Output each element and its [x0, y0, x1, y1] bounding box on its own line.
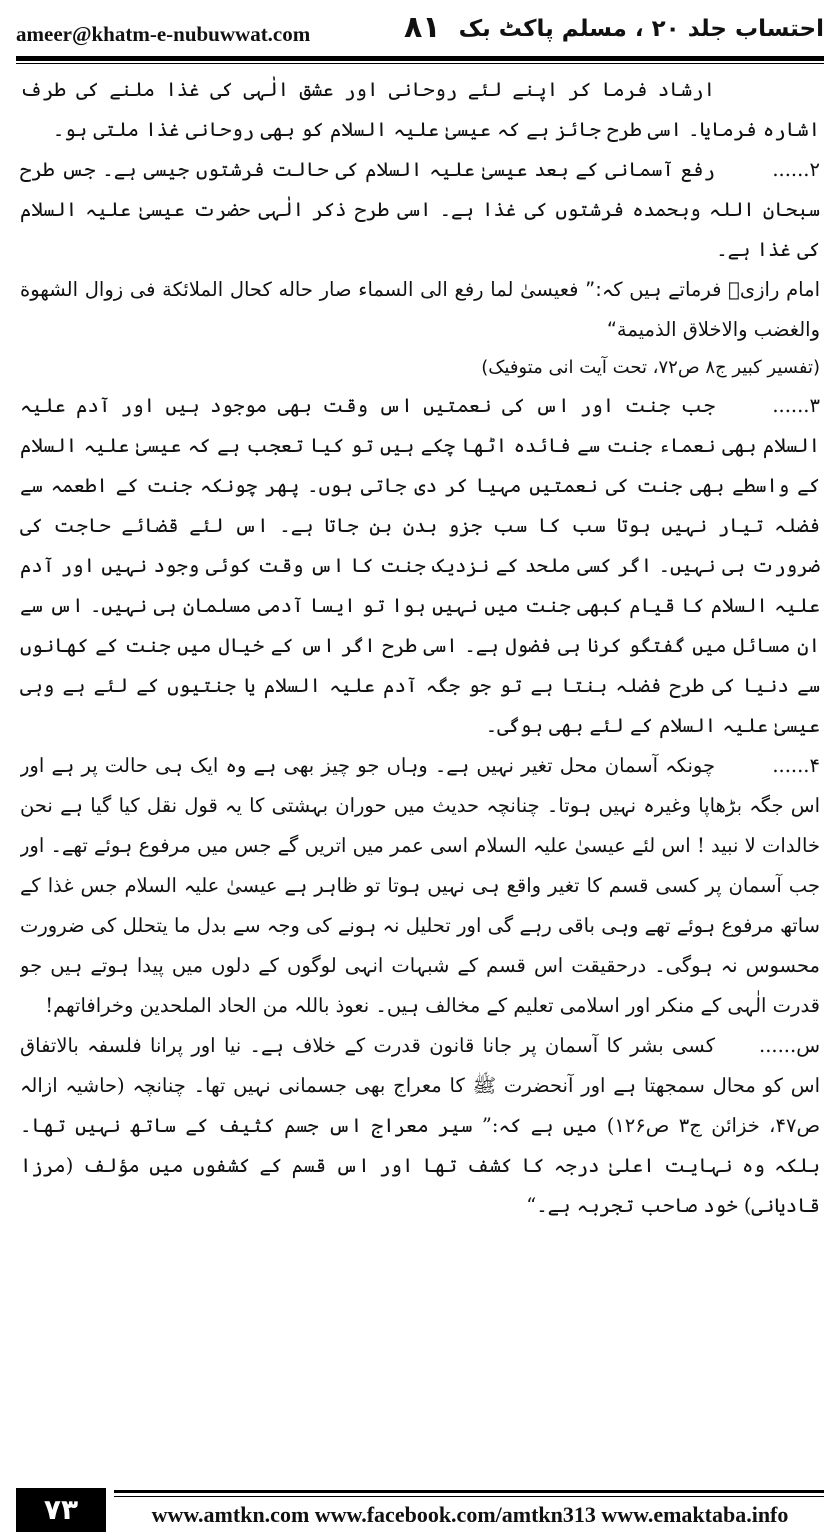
quote-text: امام رازیؒ فرماتے ہیں کہ:” فعیسیٰ لما رفع الی السماء صار حاله کحال الملائکة فی زوال الشهوة والغضب والاخلاق الذمیمة“ [20, 278, 820, 341]
paragraph-text: جب جنت اور اس کی نعمتیں اس وقت بھی موجود ہیں اور آدم علیہ السلام بھی نعماء جنت سے فائدہ اٹھا چکے ہیں تو کیا تعجب ہے کہ عیسیٰ علیہ السلام کے واسطے بھی جنت کی نعمتیں مہیا کر دی جاتی ہوں۔ پھر چونکہ جنت کے اطعمہ سے فضلہ تیار نہیں ہوتا سب کا سب جزو بدن بن جاتا ہے۔ اس لئے قضائے حاجت کی ضرورت ہی نہیں۔ اگر کسی ملحد کے نزدیک جنت کا اس وقت کوئی وجود نہیں اور آدم علیہ السلام کا قیام کبھی جنت میں نہیں ہوا تو ایسا آدمی مسلمان ہی نہیں۔ اس سے ان مسائل میں گفتگو کرنا ہی فضول ہے۔ اسی طرح اگر اس کے خیال میں جنت کے کھانوں سے دنیا کی طرح فضلہ بنتا ہے تو جو جگہ آدم علیہ السلام یا جنتیوں کے لئے ہے وہی عیسیٰ علیہ السلام کے لئے بھی ہوگی۔ [20, 394, 820, 737]
sequence-number: ۷۳ [16, 1488, 106, 1532]
paragraph-text: ارشاد فرما کر اپنے لئے روحانی اور عشق الٰہی کی غذا ملنے کی طرف اشارہ فرمایا۔ اسی طرح جائز ہے کہ عیسیٰ علیہ السلام کو بھی روحانی غذا ملتی ہو۔ [20, 78, 820, 141]
reference-citation: (تفسیر کبیر ج۸ ص۷۲، تحت آیت انی متوفیک) [481, 357, 820, 378]
page-header [16, 8, 824, 52]
header-email: ameer@khatm-e-nubuwwat.com [16, 22, 311, 46]
paragraph [20, 150, 820, 270]
footer-rule [114, 1490, 824, 1493]
page-footer [16, 1488, 824, 1532]
book-title: احتساب جلد ۲۰ ، مسلم پاکٹ بک [458, 16, 824, 42]
paragraph [20, 270, 820, 350]
paragraph [20, 746, 820, 1026]
paragraph-text: کسی بشر کا آسمان پر جانا قانون قدرت کے خلاف ہے۔ نیا اور پرانا فلسفہ بالاتفاق اس کو محال سمجھتا ہے اور آنحضرت ﷺ کا معراج بھی جسمانی نہیں تھا۔ چنانچہ (حاشیہ ازالہ ص۴۷، خزائن ج۳ ص۱۲۶) میں ہے کہ:” سیر معراج اس جسم کثیف کے ساتھ نہیں تھا۔ بلکہ وہ نہایت اعلیٰ درجہ کا کشف تھا اور اس قسم کے کشفوں میں مؤلف (مرزا قادیانی) خود صاحب تجربہ ہے۔“ [20, 1034, 820, 1217]
footer-rule-thin [114, 1496, 824, 1497]
paragraph-number: ۳...... [772, 394, 820, 417]
header-rule [16, 56, 824, 61]
page-body [20, 70, 820, 1460]
paragraph-number: ۲...... [772, 158, 820, 181]
paragraph [20, 1026, 820, 1226]
paragraph-number: س...... [759, 1034, 820, 1057]
paragraph [20, 386, 820, 746]
footer-links: www.amtkn.com www.facebook.com/amtkn313 www.emaktaba.info [151, 1502, 789, 1527]
paragraph-number: ۴...... [772, 754, 820, 777]
paragraph-text: چونکہ آسمان محل تغیر نہیں ہے۔ وہاں جو چیز بھی ہے وہ ایک ہی حالت پر ہے اور اس جگہ بڑھاپا وغیرہ نہیں ہوتا۔ چنانچہ حدیث میں حوران بہشتی کا یہ قول نقل کیا گیا ہے نحن خالدات لا نبید ! اس لئے عیسیٰ علیہ السلام اسی عمر میں اتریں گے جس میں مرفوع ہوئے تھے۔ اور جب آسمان پر کسی قسم کا تغیر واقع ہی نہیں ہوتا تو ظاہر ہے عیسیٰ علیہ السلام جس غذا کے ساتھ مرفوع ہوئے تھے وہی باقی رہے گی اور تحلیل نہ ہونے کی وجہ سے بدل ما یتحلل کی ضرورت محسوس نہ ہوگی۔ درحقیقت اس قسم کے شبہات انہی لوگوں کے دلوں میں پیدا ہوتے ہیں جو قدرت الٰہی کے منکر اور اسلامی تعلیم کے مخالف ہیں۔ نعوذ باللہ من الحاد الملحدین وخرافاتهم! [20, 754, 820, 1017]
header-rule-thin [16, 63, 824, 64]
paragraph [20, 70, 820, 150]
paragraph-text: رفع آسمانی کے بعد عیسیٰ علیہ السلام کی حالت فرشتوں جیسی ہے۔ جس طرح سبحان اللہ وبحمدہ فرشتوں کی غذا ہے۔ اسی طرح ذکر الٰہی حضرت عیسیٰ علیہ السلام کی غذا ہے۔ [20, 158, 820, 261]
page-number: ۸۱ [404, 10, 441, 45]
